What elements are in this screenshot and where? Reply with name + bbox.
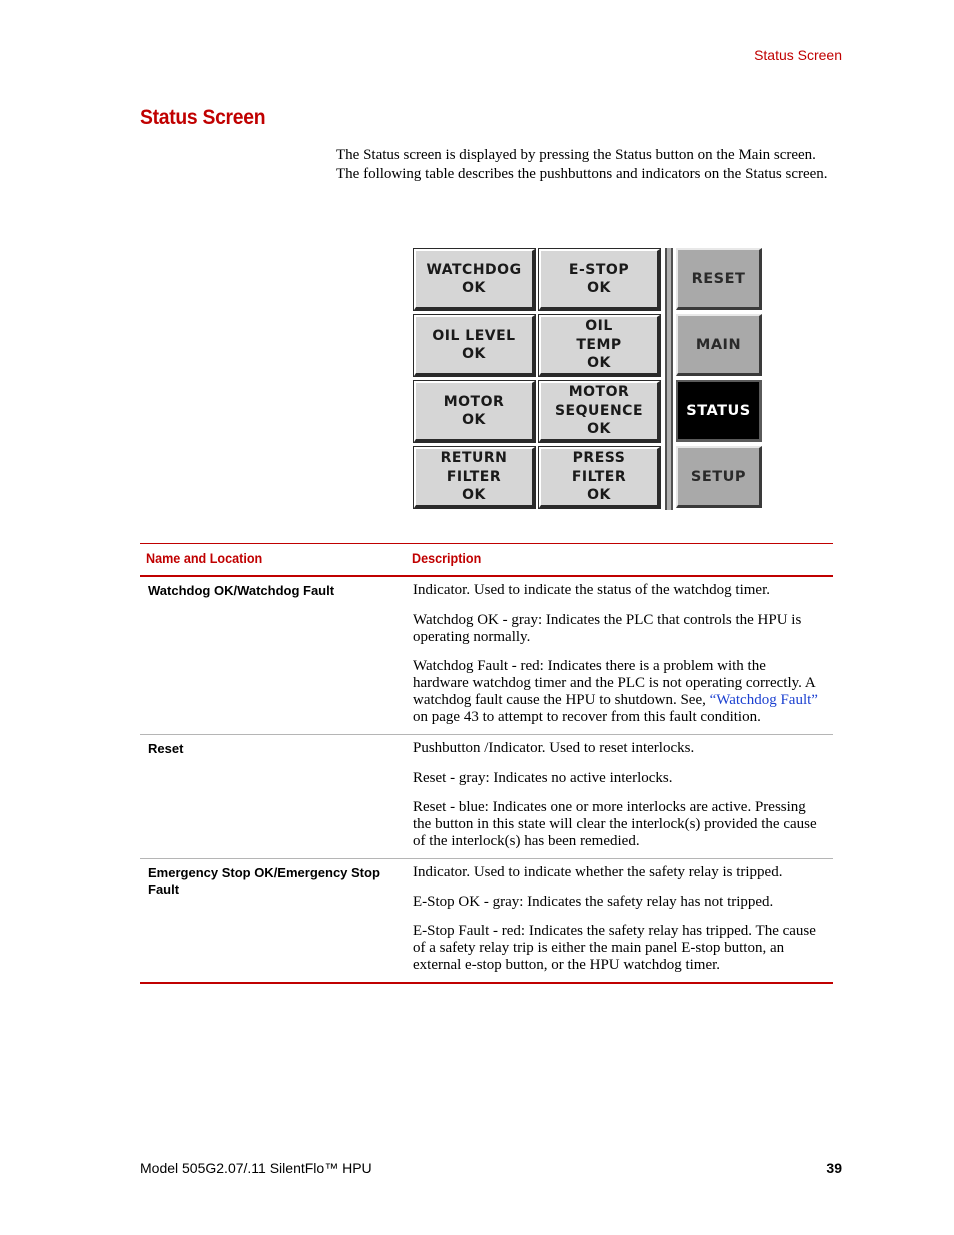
row-description (413, 859, 833, 974)
description-table (140, 543, 833, 984)
description-paragraph: Indicator. Used to indicate the status of the watchdog timer. (413, 582, 770, 598)
description-paragraph: Pushbutton /Indicator. Used to reset interlocks. (413, 740, 695, 756)
description-paragraph: Watchdog OK - gray: Indicates the PLC that controls the HPU is operating normally. (413, 611, 802, 645)
running-header: Status Screen (754, 47, 842, 63)
reset-button[interactable]: RESET (676, 248, 762, 310)
description-paragraph: E-Stop Fault - red: Indicates the safety relay has tripped. The cause of a safety relay trip is either the main panel E-stop button, an external e-stop button, or the HPU watchdog timer. (413, 923, 816, 973)
oil-temp-indicator: OIL TEMP OK (539, 315, 660, 376)
description-paragraph: Indicator. Used to indicate whether the safety relay is tripped. (413, 864, 783, 880)
table-row (140, 859, 833, 984)
row-name: Watchdog OK/Watchdog Fault (148, 583, 335, 598)
intro-paragraph: The Status screen is displayed by pressing the Status button on the Main screen. The following table describes the pushbuttons and indicators on the Status screen. (336, 147, 828, 182)
oil-level-indicator: OIL LEVEL OK (414, 315, 535, 376)
motor-indicator: MOTOR OK (414, 381, 535, 442)
table-row (140, 735, 833, 859)
motor-sequence-indicator: MOTOR SEQUENCE OK (539, 381, 660, 442)
watchdog-indicator: WATCHDOG OK (414, 249, 535, 310)
main-button[interactable]: MAIN (676, 314, 762, 376)
table-row (140, 577, 833, 735)
description-paragraph: E-Stop OK - gray: Indicates the safety relay has not tripped. (413, 893, 774, 910)
row-description (413, 735, 833, 850)
footer-model: Model 505G2.07/.11 SilentFlo™ HPU (140, 1160, 372, 1176)
description-paragraph: Reset - gray: Indicates no active interlocks. (413, 769, 673, 786)
press-filter-indicator: PRESS FILTER OK (539, 447, 660, 508)
estop-indicator: E-STOP OK (539, 249, 660, 310)
panel-divider (665, 248, 673, 510)
status-button[interactable]: STATUS (676, 380, 762, 442)
row-description (413, 577, 833, 726)
section-title: Status Screen (140, 106, 266, 129)
watchdog-fault-link[interactable]: “Watchdog Fault” (709, 692, 818, 708)
table-header (140, 543, 833, 577)
setup-button[interactable]: SETUP (676, 446, 762, 508)
description-paragraph: Watchdog Fault - red: Indicates there is a problem with the hardware watchdog timer and the PLC is not operating correctly. A watchdog fault cause the HPU to shutdown. See, “Watchdog Fault” on page 43 to attempt to recover from this fault condition. (413, 658, 818, 725)
description-paragraph: Reset - blue: Indicates one or more interlocks are active. Pressing the button in this state will clear the interlock(s) provided the cause of the interlock(s) has been remedied. (413, 799, 817, 849)
description-column-header: Description (412, 550, 482, 566)
row-name: Reset (148, 741, 184, 756)
page-number: 39 (826, 1160, 842, 1176)
return-filter-indicator: RETURN FILTER OK (414, 447, 535, 508)
row-name: Emergency Stop OK/Emergency Stop Fault (148, 865, 380, 897)
name-column-header: Name and Location (146, 550, 263, 566)
status-screen-figure (413, 248, 762, 510)
